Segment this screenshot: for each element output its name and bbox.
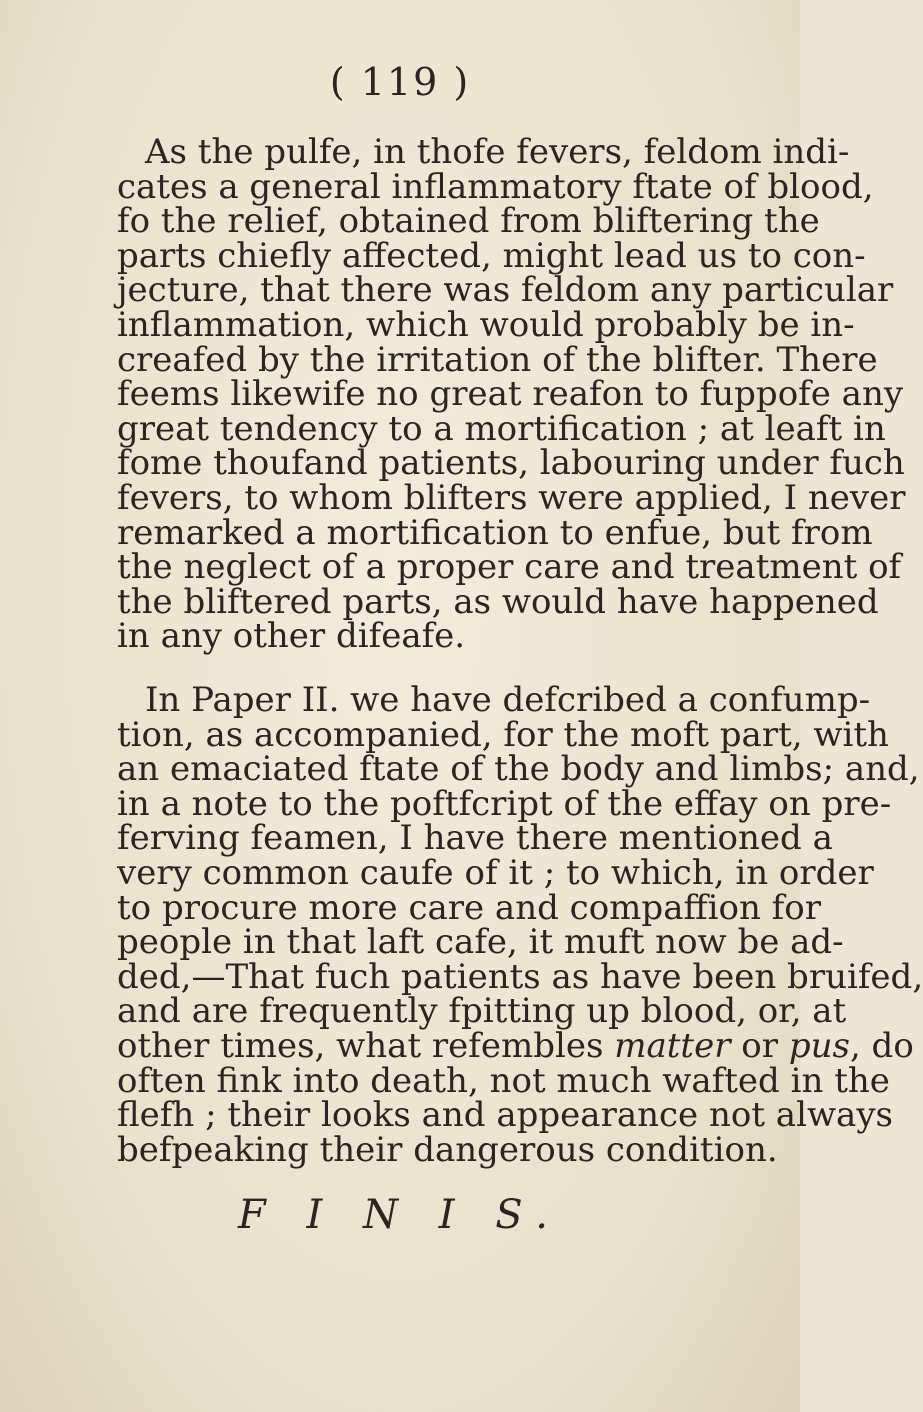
text-line: ferving feamen, I have there mentioned a xyxy=(117,818,833,859)
text-line: people in that laft cafe, it muft now be ad- xyxy=(117,922,844,963)
text-line: often fink into death, not much wafted in the xyxy=(117,1060,890,1101)
text-line: the bliftered parts, as would have happened xyxy=(117,581,879,622)
text-line: remarked a mortification to enfue, but from xyxy=(117,512,873,553)
page-number: ( 119 ) xyxy=(329,60,471,104)
text-line: in any other difeafe. xyxy=(117,616,466,657)
text-line: great tendency to a mortification ; at leaft in xyxy=(117,408,886,449)
text-line: In Paper II. we have defcribed a confump- xyxy=(145,680,871,720)
text-line: to procure more care and compaffion for xyxy=(117,887,821,928)
text-line: As the pulfe, in thofe fevers, feldom indi- xyxy=(145,132,850,172)
text-line: fevers, to whom blifters were applied, I never xyxy=(117,478,906,518)
text-line: parts chiefly affected, might lead us to con- xyxy=(117,235,866,276)
text-line: in a note to the poftfcript of the effay on pre- xyxy=(117,783,892,824)
text-line: an emaciated ftate of the body and limbs; and, xyxy=(117,749,920,790)
text-line: ded,—That fuch patients as have been bruifed, xyxy=(117,956,923,997)
text-line: jecture, that there was feldom any particular xyxy=(117,270,894,311)
text-line: cates a general inflammatory ftate of blood, xyxy=(117,166,874,207)
text-line: inflammation, which would probably be in- xyxy=(117,305,855,345)
text-line: befpeaking their dangerous condition. xyxy=(117,1129,778,1170)
text-line: other times, what refembles matter or pus, do xyxy=(117,1026,914,1066)
text-line: feems likewife no great reafon to fuppofe any xyxy=(117,374,904,415)
text-line: tion, as accompanied, for the moft part, with xyxy=(117,714,889,755)
text-line: fo the relief, obtained from bliftering the xyxy=(117,201,820,242)
text-line: flefh ; their looks and appearance not always xyxy=(117,1095,893,1136)
text-line: fome thoufand patients, labouring under fuch xyxy=(117,443,905,484)
text-line: very common caufe of it ; to which, in order xyxy=(117,853,874,893)
text-line: creafed by the irritation of the blifter. There xyxy=(117,339,878,380)
text-line: and are frequently fpitting up blood, or, at xyxy=(117,991,847,1032)
finis-heading: F I N I S. xyxy=(238,1192,562,1238)
text-line: the neglect of a proper care and treatment of xyxy=(117,547,902,588)
